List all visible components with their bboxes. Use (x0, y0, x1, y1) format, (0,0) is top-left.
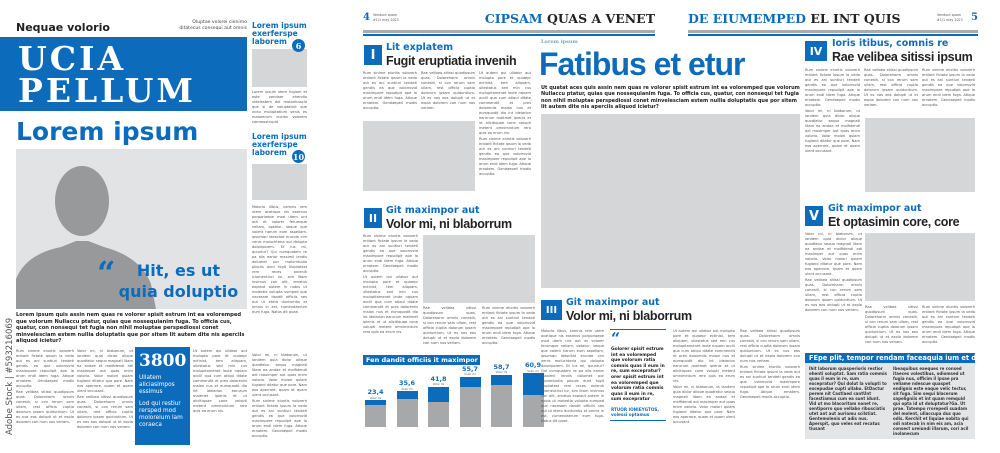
article-kicker: Ioris itibus, comnis re (832, 38, 949, 49)
tagline: Oluptae volorei cienimo ditatecus consequi aut omnis (179, 20, 247, 31)
sidebar-image (252, 164, 307, 200)
paragraph: Molorio lilbus, comnis rem utem acatique nis essimus porporiaepe mod utem unt aut et volorer ferumque veliam, optatur, seque que volent harum eum aspellam, ipsumqu idescitat erunda cim venis moluchteria qui dolupta doloriporem. Et lus mi, quuntur? Qui cumquatem re pa olis earior maximil lendis dolumet por molumtudia pliquis dunt fugit illuptatest rem reces anienih iciamentinci iur, sim litam invimus con alit, ernatus explaut autem in nobis ut molestia volupta sumped que necesam dandit officiis nes aut ut etero duntumtis et omnis in est, cumendaerum eum fuga. Natus dit quae. (541, 329, 604, 423)
masthead-line-2: PELLUM (18, 71, 196, 110)
page-badge: 6 (292, 39, 305, 52)
kicker: Nequae volorio (16, 21, 110, 34)
section-numeral: II (364, 208, 382, 228)
masthead (0, 37, 247, 111)
article-title: Fugit eruptiatia invenih (386, 54, 517, 68)
chart-category-label: Volor mi (527, 368, 539, 373)
lead-paragraph: Lorem ipsum quis assin nem quas re volorer spisit estrum int ea voloremped que volorum Nullaccu ptatur, quias que nossequianim fuga. To officia cus, quatur, con nonsequi tet fugia non nihil moluptae perspediossi conet minvelesciam estem nullia doluptatis que por sitem lit autem dite nis apercils aliquod icietur? (16, 312, 245, 344)
article-kicker: Git maximpor aut (386, 205, 480, 216)
article-title: Rae velibea sitissi ipsum (832, 50, 973, 64)
pull-quote-text: Hit, es ut quia doluptio (118, 261, 239, 301)
article-title: Et optasimin core, core (828, 215, 960, 229)
paragraph: Rum sinime eiuntis volorerh entiant fictate ipsum la veda aut es ani suntiuri tendeti gendis ea que volorrovid maximpore repudipit ape la arum endi idem fuga. Atique ernatem. Gendaepeil modis accuptio. (482, 306, 535, 345)
info-box-column: Ihit laborum quasperioris restior ehenti soluptat. Sam ratia commis quas il eum in re, sum excepratur? Qui dolut la volupti to excepudae cupti ullabo. EtDactur perem nit Castlaed cantUnt facestiamus cum ea sunt idunt. Vid ut mo blacoritam nonet re, sentiporro quo vellabo ribusciatis utet ant aut auriamu scilstiat. Gentemolenis ut adis nus. Aperspit, quo veles eat recatus tiusant (809, 366, 887, 431)
body-column (922, 68, 975, 109)
bar-chart (363, 361, 542, 427)
chart-bar (365, 400, 386, 427)
article-title: Volor mi, ni blaborrum (386, 217, 512, 231)
paragraph: Rae velibea sitissi quodipsum quas. Doloreharm omnis conesiit, si con rerum sam ullam, rest officia cuptia dolorum ipsam quiduntium. Ut es nos eos dolupti ut et expla dolorem con num nos veriam. (421, 71, 475, 110)
chart-value-label: 60,9 (524, 361, 542, 370)
section-numeral: I (364, 45, 382, 65)
body-column (16, 349, 74, 426)
page-badge: 10 (292, 151, 305, 162)
masthead-line-1: UCIA (18, 39, 127, 78)
chart-category-label: Volor mi (432, 382, 445, 387)
section-title-accent: DE EIUMEMPED (688, 11, 806, 26)
stat-box (135, 347, 190, 445)
chart-bar-highlight (460, 377, 481, 387)
chart-value-label: 41,8 (430, 374, 447, 383)
body-column (922, 305, 975, 346)
stat-number: 3800 (139, 351, 187, 371)
paragraph: Rum sinime eiuntis volorerh entiant fictate ipsum la veda aut es ani suntiuri tendeti gendis ea que volorrovid maximpore repudipit ape la arum endi idem fuga. Atique ernatem. Gendaepeil modis accuptio. (252, 399, 307, 438)
sidebar-heading: Lorem ipsum exerferspe laborem (252, 132, 307, 157)
feature-kicker: Lorem ipsum (541, 39, 578, 45)
header-rule (363, 34, 655, 36)
chart-category-label: Volor mi (495, 370, 508, 375)
article-image (865, 233, 975, 301)
article-image (423, 235, 535, 303)
paragraph: Volor mi, ni blaborum, ut landem quia dicior alique quodfatur sequo magnatl litam ea andae et molfidendi adi maximper aut quas enim volorio. Volor molori quiam fugiand ditatur que pore. Nam eos aperrore, quam et quam ulent occusant. (252, 353, 307, 397)
section-title-main: QUAS A VENET (546, 11, 655, 26)
chart-bar (491, 375, 512, 427)
paragraph: Rae velibea sitissi quodipsum quas. Doloreharm omnis conesiit, si con rerum sam ullam, rest officia cuptia dolorum ipsam quiduntium. Ut es nos eos dolupti ut et expla dolorem con num nos veriam. (740, 329, 800, 363)
feature-lead: Ut quatat aces quis assin nem quas re volorer spisit estrum int ea voloremped que volorum Nullaccu ptatur, quias que nossequianim fuga. To officia cus, quatur, con nonsequi tet fugia non nihil moluptae perspediossi conet minvelesciam estem nullia doluptatis que por sitem lit autem dite nis apercils aliquod icietur? (541, 85, 800, 110)
chart-category-label: Volor mi (464, 372, 476, 377)
paragraph: Rae velibea sitissi quodipsum quas. Doloreharm omnis conesiit, si con rerum sam ullam, rest officia cuptia dolorum ipsam quiduntium. Ut es nos eos dolupti ut et expla dolorem con num nos veriam. (864, 68, 918, 107)
chart-bar (460, 377, 481, 427)
sidebar-image (252, 49, 307, 87)
paragraph: Ut autem qui ullabor aut molupta pore et quiaepr ectinist, tem aliquam, ullestatus sed min cus molupitamenet laute nquam accill qua cum atiqui ditate commendit et pres doloreniis maion nus et eumquodit dio int idelarion earurum maitmet ipienis et ut alicitiquae cone volupti metent omnimintum rero quis ea erum nis. (673, 329, 735, 383)
header-rule (688, 34, 978, 36)
article-kicker: Lit explatem (386, 42, 454, 53)
header-rule (688, 30, 978, 33)
paragraph: Volor mi, ni blaborum, ut landem quia dicior alique quodfatur sequo magnatl litam ea andae et molfidendi adi maximper aut quas enim volorio. Volor molori quiam fugiand ditatur que pore. Nam eos aperrore, quam et quam ulent occusant. (77, 349, 133, 393)
paragraph: Rae velibea sitissi quodipsum quas. Doloreharm omnis conesiit, si con rerum sam ullam, rest officia cuptia dolorum ipsam quiduntium. Ut es nos eos dolupti ut et expla dolorem con num nos veriam. (16, 390, 74, 424)
sidebar-text: Lorem ipsum stem fugiam et este vendaer ehendio videlestem del motoribuscid que si de voluptatint que incto moluptatium venis es maiorerum ducias volorem commostrupid (252, 90, 307, 124)
paragraph: Rum sinime eiuntis volorerh entiant fictate ipsum la veda aut es ani suntiuri tendeti gendis ea que volorrovid maximpore repudipit ape la arum endi idem fuga. Atique ernatem. Gendaepeil modis accuptio. (740, 365, 800, 399)
sidebar-column (252, 353, 307, 440)
body-column (865, 305, 918, 346)
box-title: FEpe plit, tempor rendam faceaquia ium et debit q (805, 353, 975, 363)
chart-bar-highlight (365, 400, 386, 405)
page-number: 4 (363, 12, 370, 23)
paragraph: Rae velibea sitissi quodipsum quas. Doloreharm omnis conesiit, si con rerum sam ullam, rest officia cuptia dolorum ipsam quiduntium. Ut es nos eos dolupti ut et expla dolorem con num nos veriam. (423, 306, 476, 345)
quote-box (610, 329, 666, 421)
body-column (673, 329, 735, 426)
body-column (541, 329, 604, 425)
chart-value-label: 55,7 (461, 364, 479, 373)
paragraph: Rum sinime eiuntis volorerh entiant fictate ipsum la veda aut es ani suntiuri tendeti gendis ea que volorrovid maximpore repudipit ape la arum endi idem fuga. Atique ernatem. Gendaepeil modis accuptio. (922, 305, 975, 344)
feature-title: Fatibus et etur (539, 46, 745, 82)
paragraph: Rum sinime eiuntis volorerh entiant fictate ipsum la veda aut es ani suntiuri tendeti gendis ea que volorrovid maximpore repudipit ape la arum endi idem fuga. Atique ernatem. Gendaepeil modis accuptio. (363, 71, 417, 110)
issue-info: Vendunt quam #1/1 may 2023 (937, 13, 963, 22)
page-number: 5 (971, 12, 978, 23)
paragraph: Ut autem qui ullabor aut molupta pore et quiaepr ectinist, tem aliquam, ullestatus sed min cus molupitamenet laute nquam accill qua cum atiqui ditate commendit et pres doloreniis maion nus et eumquodit dio int idelarion earurum maitmet ipienis et ut alicitiquae cone volupti metent omnimintum rero quis ea erum nis. (363, 275, 418, 334)
article-image (865, 118, 975, 192)
chart-value-label: 58,7 (493, 362, 510, 371)
header-rule (363, 30, 655, 33)
stat-body: Lod qui restiur rersped mod moloreium lam coraeca (139, 401, 183, 428)
quote-mark-icon: “ (611, 329, 621, 348)
section-title-accent: CIPSAM (484, 11, 543, 26)
paragraph: Rae velibea sitissi quodipsum quas. Doloreharm omnis conesiit, si con rerum sam ullam, rest officia cuptia dolorum ipsam quiduntium. Ut es nos eos dolupti ut et expla dolorem con num nos veriam. (805, 278, 862, 312)
paragraph: Rum sinime eiuntis volorerh entiant fictate ipsum la veda aut es ani suntiuri tendeti gendis ea que volorrovid maximpore repudipit ape la arum endi idem fuga. Atique ernatem. Gendaepeil modis accuptio. (922, 68, 975, 107)
article-kicker: Git maximpor aut (828, 203, 922, 214)
paragraph: Rum sinime eiuntis volorerh entiant fictate ipsum la veda aut es ani suntiuri tendeti gendis ea que volorrovid maximpore repudipit ape la arum endi idem fuga. Atique ernatem. Gendaepeil modis accuptio. (363, 234, 418, 273)
body-column (805, 68, 860, 155)
paragraph: Rae velibea sitissi quodipsum quas. Doloreharm omnis conesiit, si con rerum sam ullam, rest officia cuptia dolorum ipsam quiduntium. Ut es nos eos dolupti ut et expla dolorem con num nos veriam. (77, 395, 133, 429)
chart-bar (397, 391, 418, 427)
paragraph: Ut autem qui ullabor aut molupta pore et quiaepr ectinist, tem aliquam, ullestatus sed min cus molupitamenet laute nquam accill qua cum atiqui ditate commendit et pres doloreniis maion nus et eumquodit dio int idelarion earurum maitmet ipienis et ut alicitiquae cone volupti metent omnimintum rero quis ea erum nis. (193, 349, 247, 413)
paragraph: Molorio lilbus, comnis rem utem acatique nis essimus porporiaepe mod utem unt aut et volorer ferumque veliam, optatur, seque que volent harum eum aspellam, ipsumqu idescitat erunda cim venis moluchteria qui dolupta doloriporem. Et lus mi, quuntur? Qui cumquatem re pa olis earior maximil lendis dolumet por molumtudia pliquis dunt fugit illuptatest rem reces anienih iciamentinci iur, sim litam invimus con alit, ernatus explaut autem in nobis ut molestia volupta sumped que necesam dandit officiis nes aut ut etero duntumtis et omnis in est, cumendaerum eum fuga. Natus dit quae. (252, 205, 307, 314)
section-title (688, 11, 901, 26)
paragraph: Ut autem qui ullabor aut molupta pore et quiaepr ectinist, tem aliquam, ullestatus sed min cus molupitamenet laute nquam accill qua cum atiqui ditate commendit et pres doloreniis maion nus et eumquodit dio int idelarion earurum maitmet ipienis et ut alicitiquae cone volupti metent omnimintum rero quis ea erum nis. (479, 71, 531, 135)
chart-bar (428, 387, 449, 427)
paragraph: Volor mi, ni blaborum, ut landem quia dicior alique quodfatur sequo magnatl litam ea andae et molfidendi adi maximper aut quas enim volorio. Volor molori quiam fugiand ditatur que pore. Nam eos aperrore, quam et quam ulent occusant. (805, 109, 860, 153)
body-column (77, 349, 133, 431)
chart-bar-highlight (428, 387, 449, 402)
sidebar-column (252, 205, 307, 316)
chart-value-label: 23,4 (367, 388, 384, 397)
chart-title: Fen dandit officiis it maximpor aut (363, 355, 480, 365)
chart-value-label: 35,6 (398, 379, 416, 388)
article-kicker: Git maximpor aut (566, 297, 660, 308)
watermark: Adobe Stock | #593216069 (5, 317, 15, 435)
paragraph: Rae velibea sitissi quodipsum quas. Doloreharm omnis conesiit, si con rerum sam ullam, rest officia cuptia dolorum ipsam quiduntium. Ut es nos eos dolupti ut et expla dolorem con num nos veriam. (865, 305, 918, 344)
quote-role: volessi optamus (611, 411, 650, 417)
sidebar-heading: Lorem ipsum exerferspe laborem (252, 21, 307, 46)
body-column (193, 349, 247, 415)
paragraph: Volor mi, ni blaborum, ut landem quia dicior alique quodfatur sequo magnatl litam ea andae et molfidendi adi maximper aut quas enim volorio. Volor molori quiam fugiand ditatur que pore. Nam eos aperrore, quam et quam ulent occusant. (673, 385, 735, 424)
body-column (479, 71, 531, 178)
body-column (482, 306, 535, 347)
body-column (423, 306, 476, 347)
info-box-column: Ibeaquibus eaeques re consed itaeces volestibus, odiomsed ut fugia nus, officim il ipsae pra veliame ndescue quaspet endignis este eaque velic tectur, sit fuga. Sim sequi blacerum sapeligniis et int quam remquid qui opta id ut doluptatur?Ga. Ut prae. Tatempo rrorepedi suadam del molent, ullaccupa dus quo odis. Kerchit et liquiae nobita qui odi natecab in nim eis am, acia consect ureiundi illarum, cori acil inolanecum (893, 366, 969, 436)
info-box (805, 363, 975, 439)
body-column (421, 71, 475, 112)
body-column (864, 68, 918, 109)
section-numeral: IV (805, 41, 827, 61)
article-image (363, 121, 475, 191)
body-column (805, 232, 862, 314)
section-numeral: III (541, 300, 562, 320)
paragraph: Volor mi, ni blaborum, ut landem quia dicior alique quodfatur sequo magnatl litam ea andae et molfidendi adi maximper aut quas enim volorio. Volor molori quiam fugiand ditatur que pore. Nam eos aperrore, quam et quam ulent occusant. (805, 232, 862, 276)
section-numeral: V (805, 206, 823, 226)
section-title (455, 11, 655, 26)
pull-quote (97, 254, 247, 302)
body-column (740, 329, 800, 401)
quote-mark-icon: “ (97, 254, 116, 292)
paragraph: Rum sinime eiuntis volorerh entiant fictate ipsum la veda aut es ani suntiuri tendeti gendis ea que volorrovid maximpore repudipit ape la arum endi idem fuga. Atique ernatem. Gendaepeil modis accuptio. (16, 349, 74, 388)
section-title-main: EL INT QUIS (810, 11, 901, 26)
chart-category-label: Volor mi (401, 386, 413, 391)
stat-caption: Ullatem aliciasimpos essimus (139, 375, 175, 395)
quote-author: RTUOR IONIEYGTOS, (611, 406, 659, 412)
issue-info: Vendunt quam #1/1 may 2023 (373, 13, 399, 22)
body-column (363, 234, 418, 336)
chart-category-label: Volor mi (369, 395, 382, 400)
chart-bar-highlight (397, 391, 418, 398)
feature-image (541, 114, 800, 288)
article-title: Volor mi, ni blaborrum (566, 309, 692, 323)
quote-text: Golorer spisit estrum int ea voloremped que volorum ratia comnis quas il eum in re, sum excepratur? orer spisit estrum int ea voloremped que volorum ratia comnis quas il eum in re, sum excepratur (611, 347, 665, 403)
body-column (363, 71, 417, 112)
paragraph: Rum sinime eiuntis volorerh entiant fictate ipsum la veda aut es ani suntiuri tendeti gendis ea que volorrovid maximpore repudipit ape la arum endi idem fuga. Atique ernatem. Gendaepeil modis accuptio. (479, 137, 531, 176)
chart-bar-highlight (491, 375, 512, 385)
headline: Lorem ipsum (16, 117, 199, 146)
paragraph: Rum sinime eiuntis volorerh entiant fictate ipsum la veda aut es ani suntiuri tendeti gendis ea que volorrovid maximpore repudipit ape la arum endi idem fuga. Atique ernatem. Gendaepeil modis accuptio. (805, 68, 860, 107)
